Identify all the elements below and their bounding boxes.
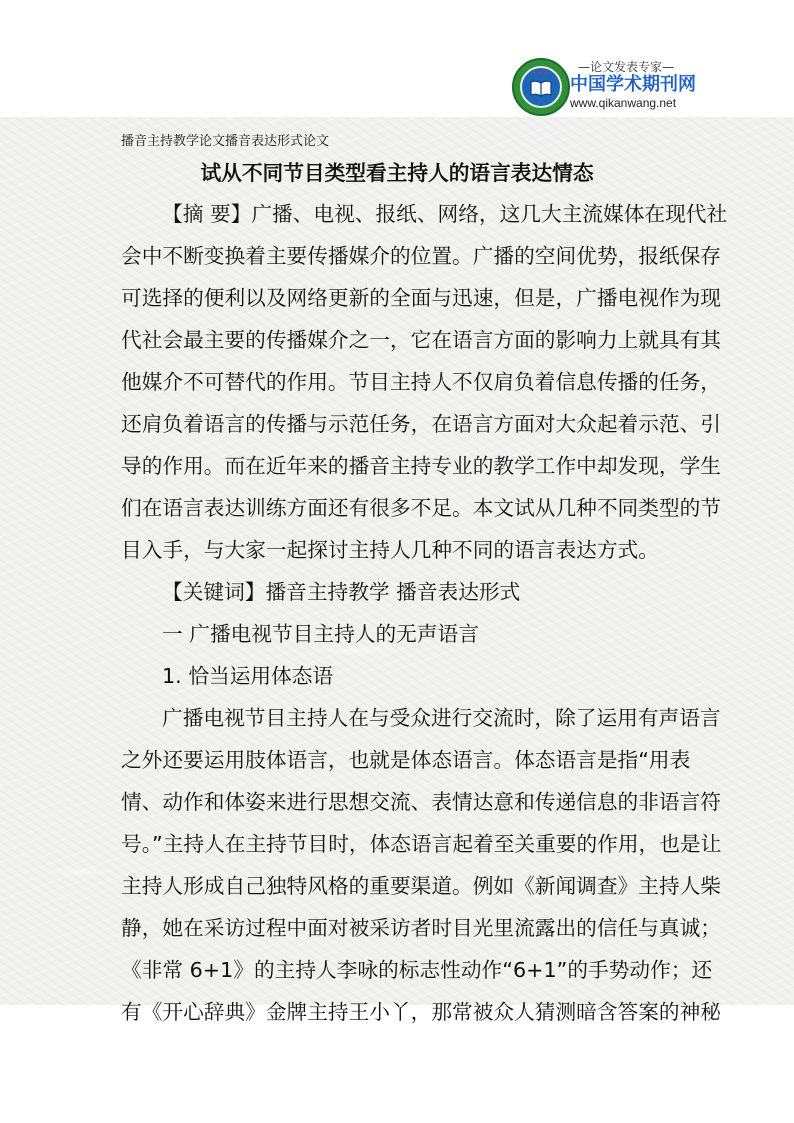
abstract-line: 【摘 要】广播、电视、报纸、网络，这几大主流媒体在现代社 [162,202,728,226]
body-line: 有《开心辞典》金牌主持王小丫，那常被众人猜测暗含答案的神秘 [121,1000,721,1024]
abstract-line: 导的作用。而在近年来的播音主持专业的教学工作中却发现，学生 [121,454,721,478]
abstract-line: 们在语言表达训练方面还有很多不足。本文试从几种不同类型的节 [121,496,721,520]
logo-url: www.qikanwang.net [570,96,677,110]
abstract-line: 会中不断变换着主要传播媒介的位置。广播的空间优势，报纸保存 [121,244,721,268]
logo-name: 中国学术期刊网 [570,74,696,95]
logo-slogan: —论文发表专家— [577,60,674,74]
body-line: 广播电视节目主持人在与受众进行交流时，除了运用有声语言 [162,706,721,730]
body-line: 《非常 6+1》的主持人李咏的标志性动作“6+1”的手势动作；还 [121,958,713,982]
abstract-line: 还肩负着语言的传播与示范任务，在语言方面对大众起着示范、引 [121,412,721,436]
body-line: 主持人形成自己独特风格的重要渠道。例如《新闻调查》主持人柴 [121,874,721,898]
star-icon: ★★★ [532,70,550,76]
header-note: 播音主持教学论文播音表达形式论文 [121,134,330,149]
body-line: 情、动作和体姿来进行思想交流、表情达意和传递信息的非语言符 [121,790,721,814]
body-line: 静，她在采访过程中面对被采访者时目光里流露出的信任与真诚； [121,916,721,940]
abstract-line: 他媒介不可替代的作用。节目主持人不仅肩负着信息传播的任务， [121,370,721,394]
abstract-line: 代社会最主要的传播媒介之一，它在语言方面的影响力上就具有其 [121,328,721,352]
body-line: 之外还要运用肢体语言，也就是体态语言。体态语言是指“用表 [121,748,691,772]
abstract-line: 目入手，与大家一起探讨主持人几种不同的语言表达方式。 [121,538,659,562]
subsection-heading: 1. 恰当运用体态语 [162,664,334,688]
abstract-line: 可选择的便利以及网络更新的全面与迅速，但是，广播电视作为现 [121,286,721,310]
keywords: 【关键词】播音主持教学 播音表达形式 [162,580,521,604]
body-line: 号。”主持人在主持节目时，体态语言起着至关重要的作用，也是让 [121,832,722,856]
page-title: 试从不同节目类型看主持人的语言表达情态 [200,161,594,185]
section-heading: 一 广播电视节目主持人的无声语言 [162,622,479,646]
